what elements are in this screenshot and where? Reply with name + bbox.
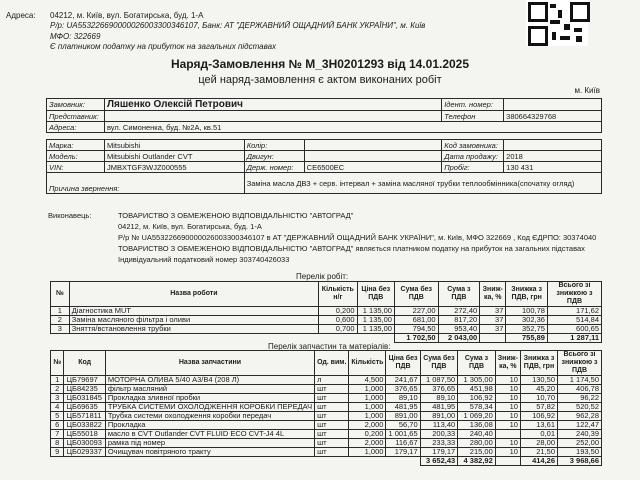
parts-cell: 10 [495, 385, 520, 394]
parts-cell: 106,92 [520, 412, 557, 421]
parts-cell: 45,20 [520, 385, 557, 394]
mileage-value: 130 431 [504, 162, 602, 173]
parts-col-no: № [51, 351, 64, 376]
works-total-sum-vat: 2 043,00 [438, 334, 480, 343]
parts-cell: 116,67 [386, 439, 420, 448]
executor-line-2: Р/р № UA553226690000026003300346107 в АТ "ДЕРЖАВНИЙ ОЩАДНИЙ БАНК УКРАЇНИ", м. Київ, МФО 322669 , Код ЄДРПО: 30374040 [118, 233, 597, 242]
works-cell: 352,75 [506, 325, 548, 334]
document-title: Наряд-Замовлення № М_3Н0201293 від 14.01.2025 [170, 57, 470, 71]
works-cell: 100,78 [506, 307, 548, 316]
parts-cell [495, 430, 520, 439]
parts-col-disc-uah: Знижка з ПДВ, грн [520, 351, 557, 376]
phone-value: 380664329768 [504, 111, 602, 122]
executor-line-4: Індивідуальний податковий номер 303740426033 [118, 255, 290, 264]
vin-value: JMBXTGF3WJZ000555 [104, 162, 244, 173]
parts-cell: 233,33 [420, 439, 458, 448]
parts-cell: фільтр масляний [105, 385, 314, 394]
engine-value [304, 151, 442, 162]
parts-cell: шт [315, 403, 349, 412]
parts-table [50, 350, 602, 466]
parts-col-disc: Зниж-ка, % [495, 351, 520, 376]
works-cell: 681,00 [394, 316, 438, 325]
parts-cell: 10 [495, 412, 520, 421]
parts-cell: 10 [495, 421, 520, 430]
parts-cell: 4,500 [349, 376, 386, 385]
parts-cell: 113,40 [420, 421, 458, 430]
header-line-1: 04212, м. Київ, вул. Богатирська, буд. 1-А [50, 10, 204, 20]
parts-header-row [51, 351, 602, 376]
parts-cell: Очищувач повітряного тракту [105, 448, 314, 457]
mileage-label: Пробіг: [442, 162, 504, 173]
works-total-disc-uah: 755,89 [506, 334, 548, 343]
parts-cell: шт [315, 385, 349, 394]
works-cell: 817,20 [438, 316, 480, 325]
works-total-disc [480, 334, 506, 343]
works-header-row [51, 282, 602, 307]
parts-row [51, 394, 602, 403]
parts-row [51, 376, 602, 385]
parts-row [51, 430, 602, 439]
address-value: вул. Симоненка, буд. №2А, кв.51 [104, 122, 601, 133]
works-cell: 514,84 [547, 316, 601, 325]
parts-cell: л [315, 376, 349, 385]
brand-label: Марка: [47, 140, 105, 151]
works-col-sum: Сума без ПДВ [394, 282, 438, 307]
parts-col-qty: Кількість [349, 351, 386, 376]
parts-cell: шт [315, 412, 349, 421]
parts-cell: ЦБ69635 [64, 403, 105, 412]
parts-cell: 215,00 [458, 448, 496, 457]
parts-cell: 8 [51, 439, 64, 448]
parts-total-sum: 3 652,43 [420, 457, 458, 466]
parts-cell: 451,98 [458, 385, 496, 394]
parts-cell: 252,00 [558, 439, 602, 448]
parts-cell: 1 001,65 [386, 430, 420, 439]
document-city: м. Київ [574, 86, 600, 95]
works-cell: 272,40 [438, 307, 480, 316]
works-cell: 3 [51, 325, 70, 334]
parts-cell: Прокладка [105, 421, 314, 430]
parts-cell: ЦБ029337 [64, 448, 105, 457]
parts-cell: 179,17 [386, 448, 420, 457]
parts-row [51, 385, 602, 394]
parts-cell: 3 [51, 394, 64, 403]
parts-cell: 9 [51, 448, 64, 457]
parts-cell: 376,65 [386, 385, 420, 394]
works-cell: 302,36 [506, 316, 548, 325]
parts-cell: 0,200 [349, 430, 386, 439]
works-cell: Діагностика MUT [69, 307, 318, 316]
parts-cell: 4 [51, 403, 64, 412]
parts-cell: ЦБ55018 [64, 430, 105, 439]
parts-cell: 200,33 [420, 430, 458, 439]
parts-cell: 28,00 [520, 439, 557, 448]
parts-col-total: Всього зі знижкою з ПДВ [558, 351, 602, 376]
works-cell: 1 135,00 [357, 316, 394, 325]
works-cell: 2 [51, 316, 70, 325]
parts-cell: ЦБ033822 [64, 421, 105, 430]
parts-cell: 1,000 [349, 385, 386, 394]
parts-cell: 1 305,00 [458, 376, 496, 385]
order-code-value [504, 140, 602, 151]
parts-cell: 96,22 [558, 394, 602, 403]
works-table [50, 281, 602, 343]
parts-cell: 962,28 [558, 412, 602, 421]
works-cell: 1 135,00 [357, 325, 394, 334]
works-cell: 0,600 [319, 316, 357, 325]
rep-value [104, 111, 441, 122]
works-section-title: Перелік робіт: [296, 272, 349, 281]
parts-cell: 376,65 [420, 385, 458, 394]
works-cell: 1 [51, 307, 70, 316]
color-value [304, 140, 442, 151]
parts-cell: 10,70 [520, 394, 557, 403]
company-header [6, 0, 425, 53]
parts-total-disc-uah: 414,26 [520, 457, 557, 466]
parts-cell: 10 [495, 439, 520, 448]
parts-cell: 136,08 [458, 421, 496, 430]
phone-label: Телефон [442, 111, 504, 122]
works-col-price: Ціна без ПДВ [357, 282, 394, 307]
order-code-label: Код замовника: [442, 140, 504, 151]
header-line-3: МФО: 322669 [50, 31, 101, 41]
works-cell: 600,65 [547, 325, 601, 334]
parts-cell: 1,000 [349, 403, 386, 412]
reason-label: Причина звернення: [47, 173, 245, 194]
executor-line-3: ТОВАРИСТВО З ОБМЕЖЕНОЮ ВІДПОВІДАЛЬНІСТЮ "АВТОГРАД" являється платником податку на прибуток на загальних підставах [118, 244, 585, 253]
parts-cell: 122,47 [558, 421, 602, 430]
parts-cell: 241,67 [386, 376, 420, 385]
parts-cell: 240,39 [558, 430, 602, 439]
ident-label: Ідент. номер: [442, 99, 504, 111]
executor-block [48, 210, 596, 265]
parts-cell: Трубка системи охолодження коробки передач [105, 412, 314, 421]
parts-cell: 2,000 [349, 421, 386, 430]
works-cell: 953,40 [438, 325, 480, 334]
reg-number-value: CE6500EC [304, 162, 442, 173]
works-cell: 171,62 [547, 307, 601, 316]
parts-cell: 1 069,20 [458, 412, 496, 421]
parts-cell: 2,000 [349, 439, 386, 448]
parts-cell: 481,95 [386, 403, 420, 412]
works-cell: 227,00 [394, 307, 438, 316]
parts-cell: Прокладка зливної пробки [105, 394, 314, 403]
parts-total-sum-vat: 4 382,92 [458, 457, 496, 466]
parts-cell: масло в CVT Outlander CVT FLUID ECO CVT-J4 4L [105, 430, 314, 439]
parts-cell: 1,000 [349, 394, 386, 403]
works-cell: 794,50 [394, 325, 438, 334]
parts-col-price: Ціна без ПДВ [386, 351, 420, 376]
works-cell: Зняття/встановлення трубки [69, 325, 318, 334]
parts-cell: 1 [51, 376, 64, 385]
parts-row [51, 439, 602, 448]
parts-cell: 1 087,50 [420, 376, 458, 385]
rep-label: Представник: [47, 111, 105, 122]
customer-name: Ляшенко Олексій Петрович [104, 99, 441, 111]
works-cell: Заміна масляного фільтра і оливи [69, 316, 318, 325]
works-col-qty: Кількість н/г [319, 282, 357, 307]
parts-total-disc [495, 457, 520, 466]
parts-cell: 89,10 [386, 394, 420, 403]
header-line-4: Є платником податку на прибуток на загальних підставах [50, 42, 277, 51]
parts-cell: 578,34 [458, 403, 496, 412]
works-cell: 37 [480, 307, 506, 316]
parts-cell: 130,50 [520, 376, 557, 385]
works-total-grand: 1 287,11 [547, 334, 601, 343]
engine-label: Двигун: [244, 151, 304, 162]
works-total-sum: 1 702,50 [394, 334, 438, 343]
parts-cell: 10 [495, 403, 520, 412]
parts-cell: 56,70 [386, 421, 420, 430]
parts-cell: 57,82 [520, 403, 557, 412]
ident-value [504, 99, 602, 111]
works-row [51, 325, 602, 334]
works-cell: 0,700 [319, 325, 357, 334]
works-cell: 1 135,00 [357, 307, 394, 316]
parts-row [51, 421, 602, 430]
works-col-disc: Зниж-ка, % [480, 282, 506, 307]
parts-cell: 10 [495, 394, 520, 403]
parts-col-name: Назва запчастини [105, 351, 314, 376]
model-value: Mitsubishi Outlander CVT [104, 151, 244, 162]
reg-number-label: Держ. номер: [244, 162, 304, 173]
header-line-2: Р/р: UA553226690000026003300346107, Банк: АТ "ДЕРЖАВНИЙ ОЩАДНИЙ БАНК УКРАЇНИ", м. Київ [50, 21, 426, 30]
parts-col-unit: Од. вим. [315, 351, 349, 376]
parts-row [51, 448, 602, 457]
parts-cell: шт [315, 394, 349, 403]
parts-total-grand: 3 968,66 [558, 457, 602, 466]
parts-col-code: Код [64, 351, 105, 376]
parts-section-title: Перелік запчастин та матеріалів: [268, 342, 391, 351]
parts-cell: 5 [51, 412, 64, 421]
parts-cell: 89,10 [420, 394, 458, 403]
works-row [51, 307, 602, 316]
header-line-1-label: Адреса: [6, 10, 36, 20]
parts-cell: 520,52 [558, 403, 602, 412]
parts-cell: 6 [51, 421, 64, 430]
parts-cell: 13,61 [520, 421, 557, 430]
color-label: Колір: [244, 140, 304, 151]
works-col-sum-vat: Сума з ПДВ [438, 282, 480, 307]
parts-cell: 280,00 [458, 439, 496, 448]
address-label: Адреса: [47, 122, 105, 133]
parts-cell: 1,000 [349, 448, 386, 457]
parts-cell: шт [315, 421, 349, 430]
parts-cell: 0,01 [520, 430, 557, 439]
works-col-name: Назва роботи [69, 282, 318, 307]
vin-label: VIN: [47, 162, 105, 173]
parts-cell: 240,40 [458, 430, 496, 439]
parts-cell: 891,00 [386, 412, 420, 421]
works-col-total: Всього зі знижкою з ПДВ [547, 282, 601, 307]
parts-totals-row [51, 457, 602, 466]
model-label: Модель: [47, 151, 105, 162]
works-col-no: № [51, 282, 70, 307]
parts-cell: ТРУБКА СИСТЕМИ ОХОЛОДЖЕННЯ КОРОБКИ ПЕРЕДАЧ [105, 403, 314, 412]
parts-cell: 481,95 [420, 403, 458, 412]
executor-line-0: ТОВАРИСТВО З ОБМЕЖЕНОЮ ВІДПОВІДАЛЬНІСТЮ "АВТОГРАД" [118, 211, 354, 220]
brand-value: Mitsubishi [104, 140, 244, 151]
parts-cell: 106,92 [458, 394, 496, 403]
parts-cell: шт [315, 448, 349, 457]
customer-label: Замовник: [47, 99, 105, 111]
parts-cell: ЦБ031845 [64, 394, 105, 403]
sale-date-value: 2018 [504, 151, 602, 162]
works-col-disc-uah: Знижка з ПДВ, грн [506, 282, 548, 307]
executor-label: Виконавець: [48, 211, 92, 220]
parts-cell: ЦБ030093 [64, 439, 105, 448]
parts-cell: рамка під номер [105, 439, 314, 448]
parts-cell: ЦБ571811 [64, 412, 105, 421]
parts-cell: 2 [51, 385, 64, 394]
parts-col-sum: Сума без ПДВ [420, 351, 458, 376]
parts-cell: 10 [495, 448, 520, 457]
parts-cell: шт [315, 430, 349, 439]
parts-cell: 21,50 [520, 448, 557, 457]
parts-cell: 179,17 [420, 448, 458, 457]
parts-cell: 891,00 [420, 412, 458, 421]
parts-cell: 10 [495, 376, 520, 385]
parts-cell: шт [315, 439, 349, 448]
parts-row [51, 412, 602, 421]
works-cell: 37 [480, 325, 506, 334]
parts-cell: ЦБ84235 [64, 385, 105, 394]
parts-cell: ЦБ79697 [64, 376, 105, 385]
parts-row [51, 403, 602, 412]
works-cell: 37 [480, 316, 506, 325]
parts-cell: 406,78 [558, 385, 602, 394]
sale-date-label: Дата продажу: [442, 151, 504, 162]
parts-cell: 1,000 [349, 412, 386, 421]
executor-line-1: 04212, м. Київ, вул. Богатирська, буд. 1-А [118, 222, 262, 231]
works-cell: 0,200 [319, 307, 357, 316]
document-subtitle: цей наряд-замовлення є актом виконаних робіт [198, 74, 442, 86]
parts-cell: 1 174,50 [558, 376, 602, 385]
parts-col-sum-vat: Сума з ПДВ [458, 351, 496, 376]
parts-cell: МОТОРНА ОЛИВА 5/40 А3/В4 (208 Л) [105, 376, 314, 385]
qr-code-icon [526, 0, 588, 46]
vehicle-info-table [46, 98, 602, 194]
parts-cell: 193,50 [558, 448, 602, 457]
works-row [51, 316, 602, 325]
reason-value: Заміна масла ДВЗ + серв. інтервал + заміна масляної трубки теплообмінника(спочатку огляд) [244, 173, 601, 194]
parts-cell: 7 [51, 430, 64, 439]
